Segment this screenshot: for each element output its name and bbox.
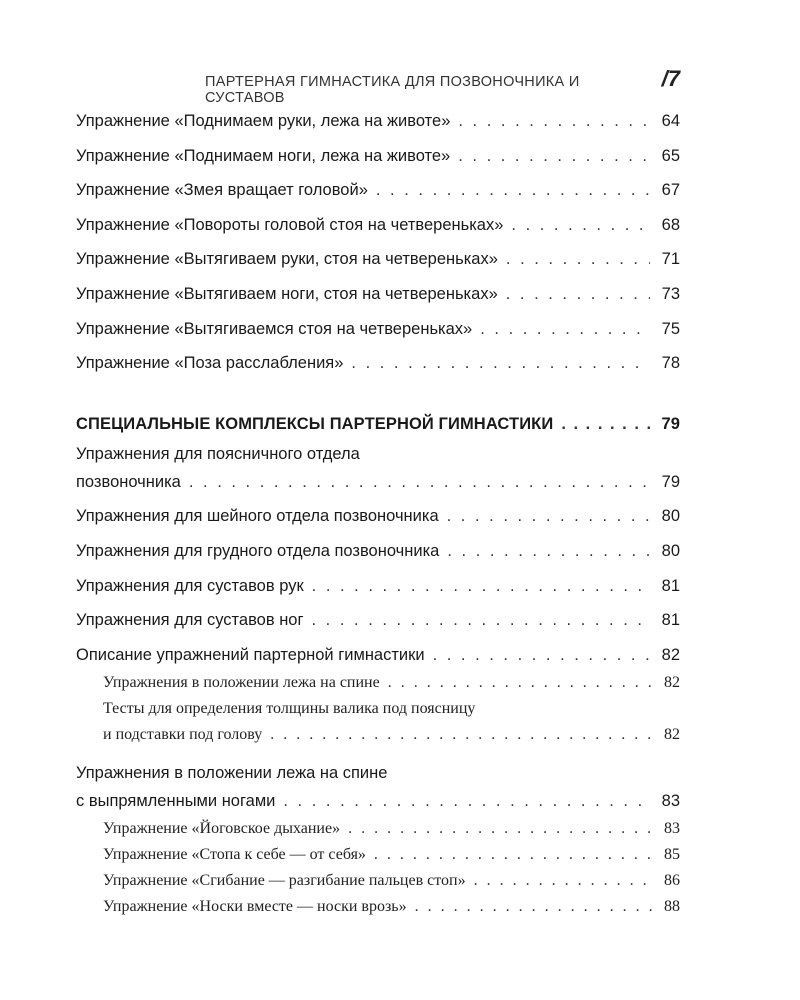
running-title: ПАРТЕРНАЯ ГИМНАСТИКА ДЛЯ ПОЗВОНОЧНИКА И СУСТАВОВ (205, 74, 580, 106)
toc-entry-title-line1: Упражнения для поясничного отдела (76, 444, 360, 463)
toc-subentry-title: Упражнение «Носки вместе — носки врозь» (103, 897, 407, 915)
toc-subentry-page: 88 (664, 897, 680, 915)
dot-leader (506, 285, 650, 304)
toc-entry-page: 81 (661, 611, 680, 630)
toc-subentry-page: 82 (664, 673, 680, 691)
toc-entry-page: 67 (661, 181, 680, 200)
dot-leader (474, 872, 652, 890)
toc-entry-page: 79 (661, 472, 680, 491)
toc-subentry[interactable] (76, 898, 680, 924)
toc-subentry-page: 85 (664, 845, 680, 863)
dot-leader (270, 726, 652, 744)
dot-leader (189, 473, 650, 492)
toc-entry-page: 68 (661, 215, 680, 234)
toc-entry-page: 75 (661, 319, 680, 338)
dot-leader (376, 181, 650, 200)
toc-entry-page: 64 (661, 112, 680, 130)
toc-subentry-title: Упражнения в положении лежа на спине (103, 673, 380, 691)
toc-entry-title: Упражнение «Вытягиваем ноги, стоя на четвереньках» (76, 284, 498, 303)
toc-entry-title: Упражнение «Вытягиваем руки, стоя на четвереньках» (76, 250, 498, 269)
toc-subentry-title: Упражнение «Сгибание — разгибание пальцев стоп» (103, 871, 466, 889)
toc-entry-page: 83 (661, 791, 680, 810)
toc-entry-title-line1: Упражнения в положении лежа на спине (76, 763, 388, 782)
dot-leader (351, 354, 650, 373)
toc-subentry[interactable] (76, 820, 680, 846)
dot-leader (283, 792, 650, 811)
toc-entry-title: Упражнение «Поднимаем руки, лежа на животе» (76, 112, 451, 130)
dot-leader (388, 674, 652, 692)
toc-entry[interactable] (76, 646, 680, 674)
dot-leader (433, 646, 650, 665)
toc-entry-title: Упражнения для суставов ног (76, 611, 304, 630)
toc-subentry-page: 82 (664, 725, 680, 743)
dot-leader (312, 577, 650, 596)
toc-entry-title: Описание упражнений партерной гимнастики (76, 645, 425, 664)
toc-subentry-title-line2: и подставки под голову (103, 725, 263, 743)
toc-entry-title-line2: позвоночника (76, 472, 181, 491)
toc-entry-page: 80 (661, 507, 680, 526)
dot-leader (415, 898, 652, 916)
toc-entry[interactable] (76, 147, 680, 182)
dot-leader (374, 846, 652, 864)
toc-subentry[interactable] (76, 872, 680, 898)
toc-entry-title: Упражнение «Поза расслабления» (76, 354, 344, 373)
toc-subentry-page: 83 (664, 819, 680, 837)
toc-subentry[interactable] (76, 674, 680, 700)
toc-entry-page: 65 (661, 146, 680, 165)
dot-leader (511, 216, 650, 235)
toc-subentry-title-line1: Тесты для определения толщины валика под поясницу (103, 699, 476, 717)
toc-subentry-title: Упражнение «Стопа к себе — от себя» (103, 845, 366, 863)
toc-entry-title: Упражнение «Поднимаем ноги, лежа на животе» (76, 146, 451, 165)
toc-entry-page: 82 (661, 645, 680, 664)
toc-entry-page: 78 (661, 354, 680, 373)
dot-leader (458, 147, 650, 166)
page-number: /7 (661, 66, 680, 91)
section-page: 79 (661, 415, 680, 434)
toc-subentry-page: 86 (664, 871, 680, 889)
toc-entry-page: 71 (661, 250, 680, 269)
toc-entry[interactable] (76, 285, 680, 320)
toc-entry[interactable] (76, 354, 680, 389)
toc-entry[interactable] (76, 507, 680, 542)
toc-subentry-title: Упражнение «Йоговское дыхание» (103, 819, 341, 837)
toc-entry[interactable] (76, 611, 680, 646)
table-of-contents (76, 112, 680, 924)
toc-entry-title: Упражнение «Змея вращает головой» (76, 181, 368, 200)
toc-entry-title: Упражнение «Вытягиваемся стоя на четвереньках» (76, 319, 473, 338)
toc-entry[interactable] (76, 577, 680, 612)
toc-entry-page: 73 (661, 284, 680, 303)
toc-entry[interactable] (76, 764, 680, 820)
toc-entry[interactable] (76, 216, 680, 251)
dot-leader (447, 507, 650, 526)
dot-leader (561, 415, 650, 434)
toc-entry-page: 80 (661, 541, 680, 560)
toc-entry-title: Упражнения для шейного отдела позвоночника (76, 507, 439, 526)
toc-entry[interactable] (76, 320, 680, 355)
toc-entry[interactable] (76, 250, 680, 285)
dot-leader (506, 250, 650, 269)
running-head (205, 66, 680, 106)
toc-entry[interactable] (76, 181, 680, 216)
toc-entry[interactable] (76, 542, 680, 577)
toc-entry-title: Упражнения для суставов рук (76, 576, 304, 595)
toc-entry[interactable] (76, 112, 680, 147)
dot-leader (348, 820, 652, 838)
toc-entry-page: 81 (661, 576, 680, 595)
dot-leader (312, 611, 650, 630)
section-title: СПЕЦИАЛЬНЫЕ КОМПЛЕКСЫ ПАРТЕРНОЙ ГИМНАСТИКИ (76, 415, 554, 434)
toc-subentry[interactable] (76, 700, 680, 756)
dot-leader (447, 542, 650, 561)
dot-leader (480, 320, 650, 339)
toc-subentry[interactable] (76, 846, 680, 872)
toc-entry[interactable] (76, 445, 680, 508)
toc-entry-title: Упражнение «Повороты головой стоя на четвереньках» (76, 215, 504, 234)
toc-entry-title-line2: с выпрямленными ногами (76, 791, 276, 810)
dot-leader (458, 112, 650, 131)
toc-section-heading[interactable] (76, 405, 680, 445)
toc-entry-title: Упражнения для грудного отдела позвоночника (76, 541, 440, 560)
